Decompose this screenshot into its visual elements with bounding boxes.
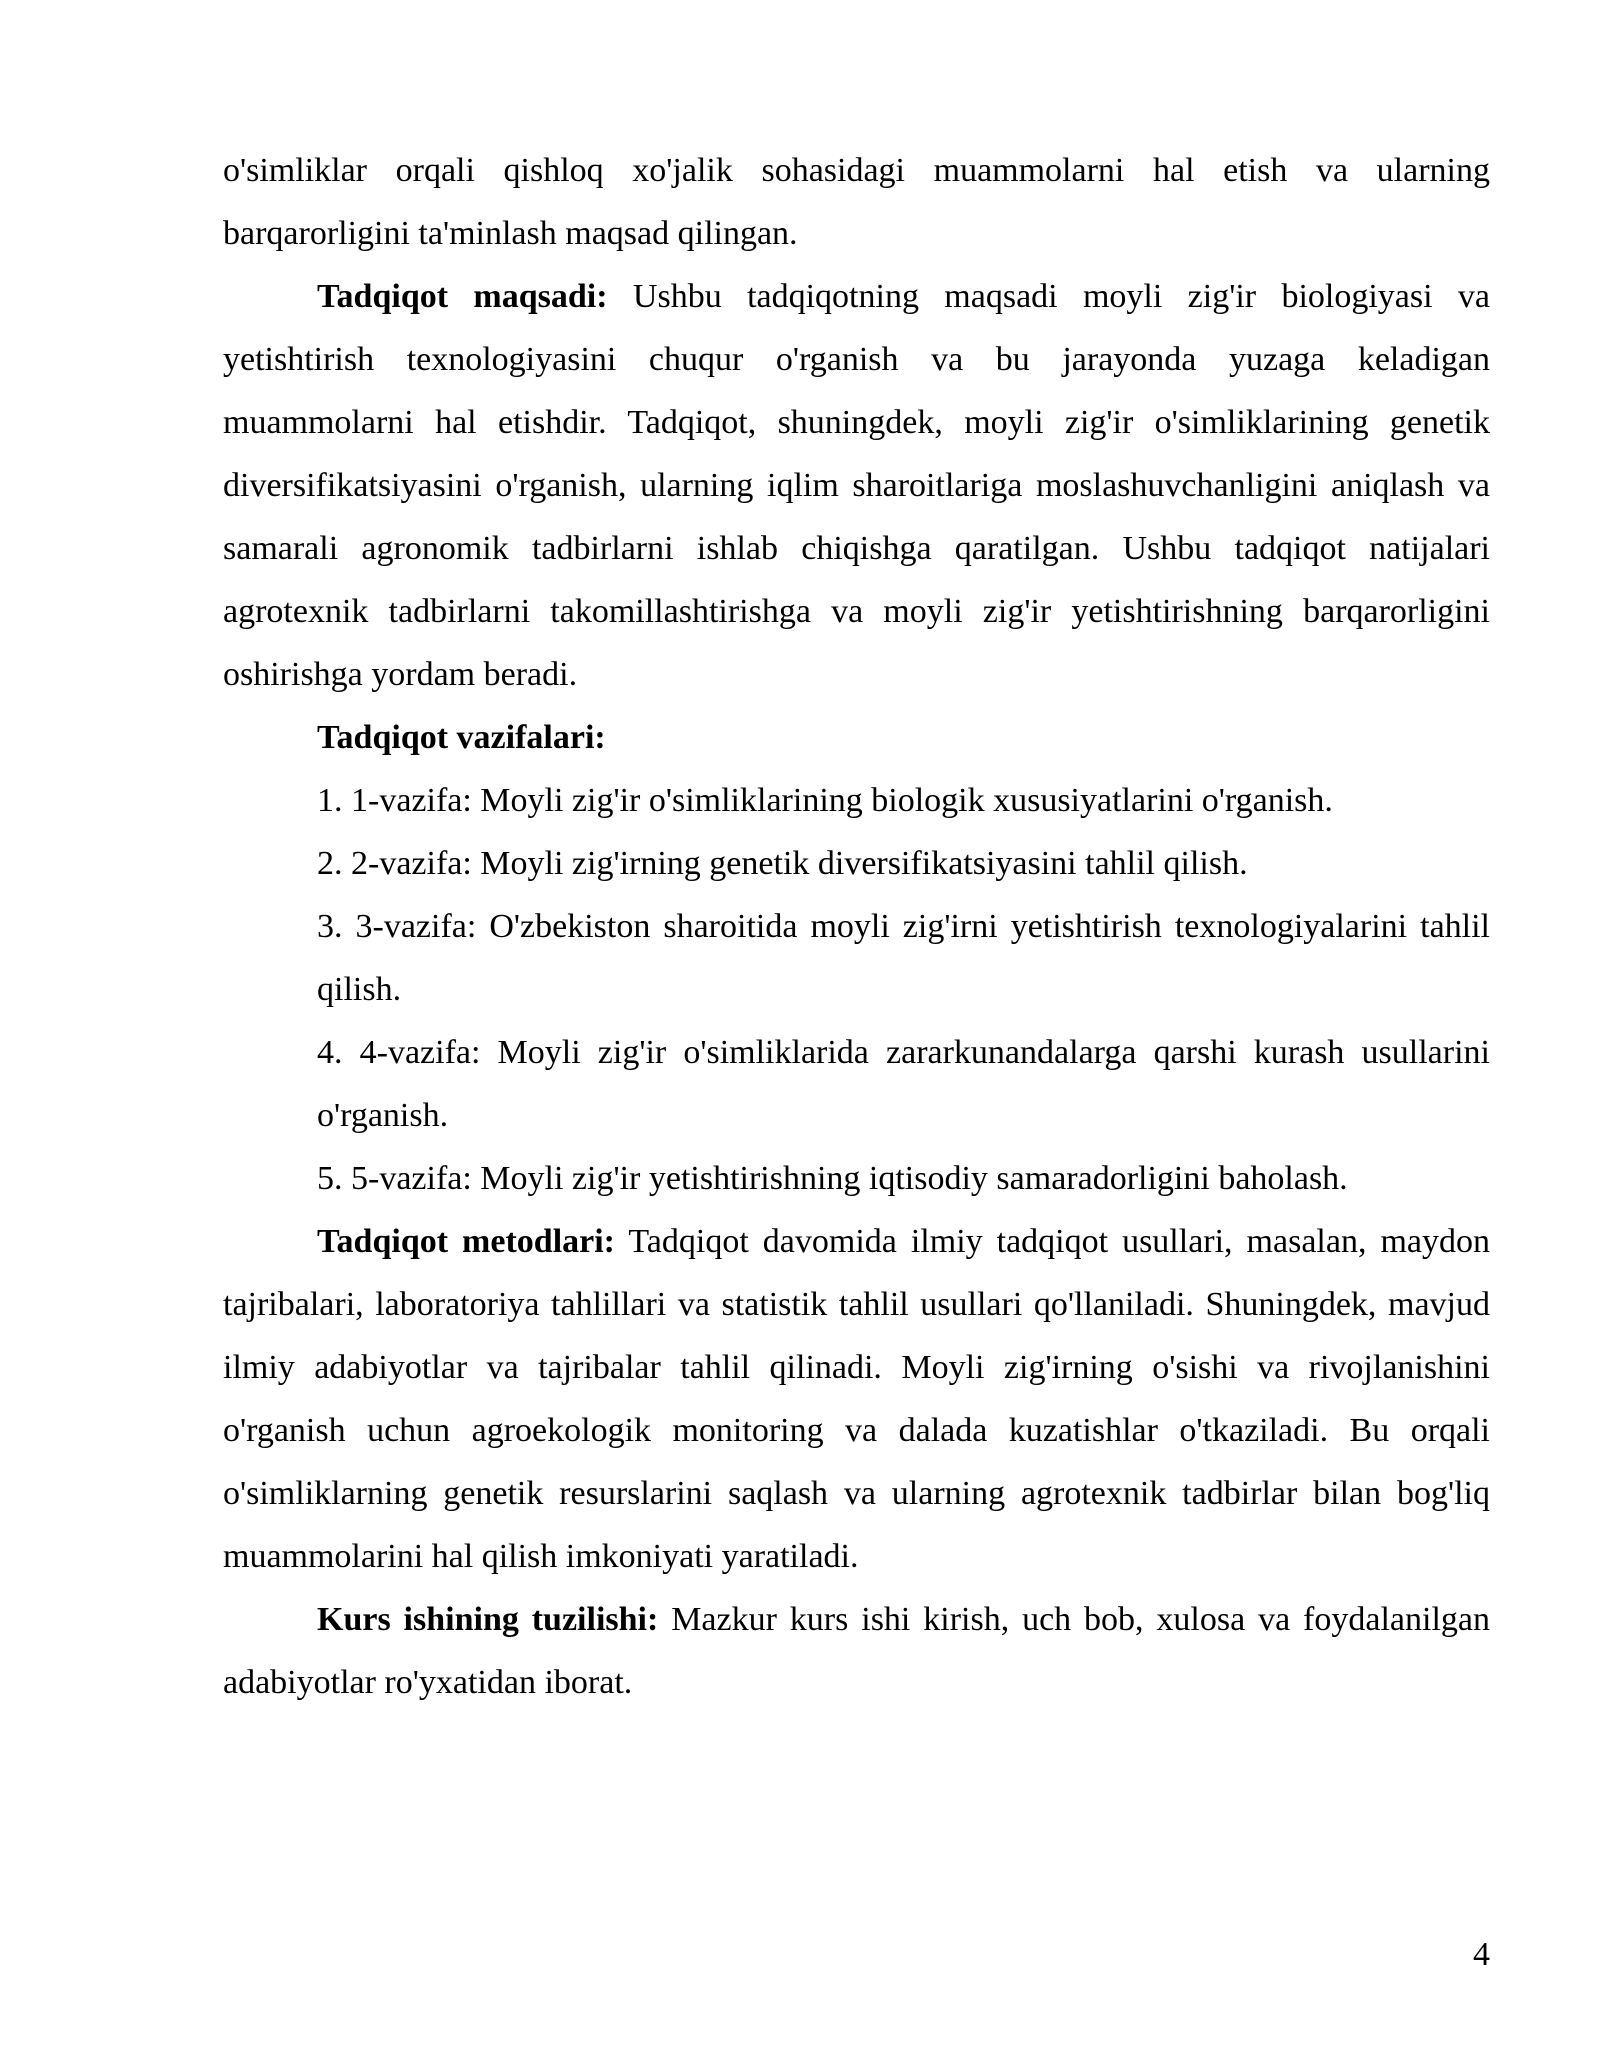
methods-paragraph [223,1210,1490,1588]
intro-continuation-paragraph: o'simliklar orqali qishloq xo'jalik sohasidagi muammolarni hal etish va ularning barqarorligini ta'minlash maqsad qilingan. [223,152,1490,252]
task-item: 3. 3-vazifa: O'zbekiston sharoitida moyli zig'irni yetishtirish texnologiyalarini tahlil qilish. [317,908,1490,1008]
methods-label: Tadqiqot metodlari: [317,1223,616,1260]
page-number: 4 [1473,1936,1490,1973]
goal-paragraph [223,265,1490,706]
structure-paragraph [223,1588,1490,1714]
goal-label: Tadqiqot maqsadi: [317,278,608,315]
goal-text: Ushbu tadqiqotning maqsadi moyli zig'ir biologiyasi va yetishtirish texnologiyasini chuqur o'rganish va bu jarayonda yuzaga keladigan muammolarni hal etishdir. Tadqiqot, shuningdek, moyli zig'ir o'simliklarining genetik diversifikatsiyasini o'rganish, ularning iqlim sharoitlariga moslashuvchanligini aniqlash va samarali agronomik tadbirlarni ishlab chiqishga qaratilgan. Ushbu tadqiqot natijalari agrotexnik tadbirlarni takomillashtirishga va moyli zig'ir yetishtirishning barqarorligini oshirishga yordam beradi. [223,278,1490,693]
task-item: 4. 4-vazifa: Moyli zig'ir o'simliklarida zararkunandalarga qarshi kurash usullarini o'rganish. [317,1034,1490,1134]
methods-text: Tadqiqot davomida ilmiy tadqiqot usullari, masalan, maydon tajribalari, laboratoriya tahlillari va statistik tahlil usullari qo'llaniladi. Shuningdek, mavjud ilmiy adabiyotlar va tajribalar tahlil qilinadi. Moyli zig'irning o'sishi va rivojlanishini o'rganish uchun agroekologik monitoring va dalada kuzatishlar o'tkaziladi. Bu orqali o'simliklarning genetik resurslarini saqlash va ularning agrotexnik tadbirlar bilan bog'liq muammolarini hal qilish imkoniyati yaratiladi. [223,1223,1490,1575]
task-item: 5. 5-vazifa: Moyli zig'ir yetishtirishning iqtisodiy samaradorligini baholash. [317,1160,1348,1197]
structure-text: Mazkur kurs ishi kirish, uch bob, xulosa va foydalanilgan adabiyotlar ro'yxatidan iborat. [223,1601,1490,1701]
tasks-label: Tadqiqot vazifalari: [317,719,606,756]
structure-label: Kurs ishining tuzilishi: [317,1601,659,1638]
task-item: 2. 2-vazifa: Moyli zig'irning genetik diversifikatsiyasini tahlil qilish. [317,845,1248,882]
page-content [223,139,1490,1714]
tasks-heading [223,706,1490,769]
task-item: 1. 1-vazifa: Moyli zig'ir o'simliklarining biologik xususiyatlarini o'rganish. [317,782,1333,819]
